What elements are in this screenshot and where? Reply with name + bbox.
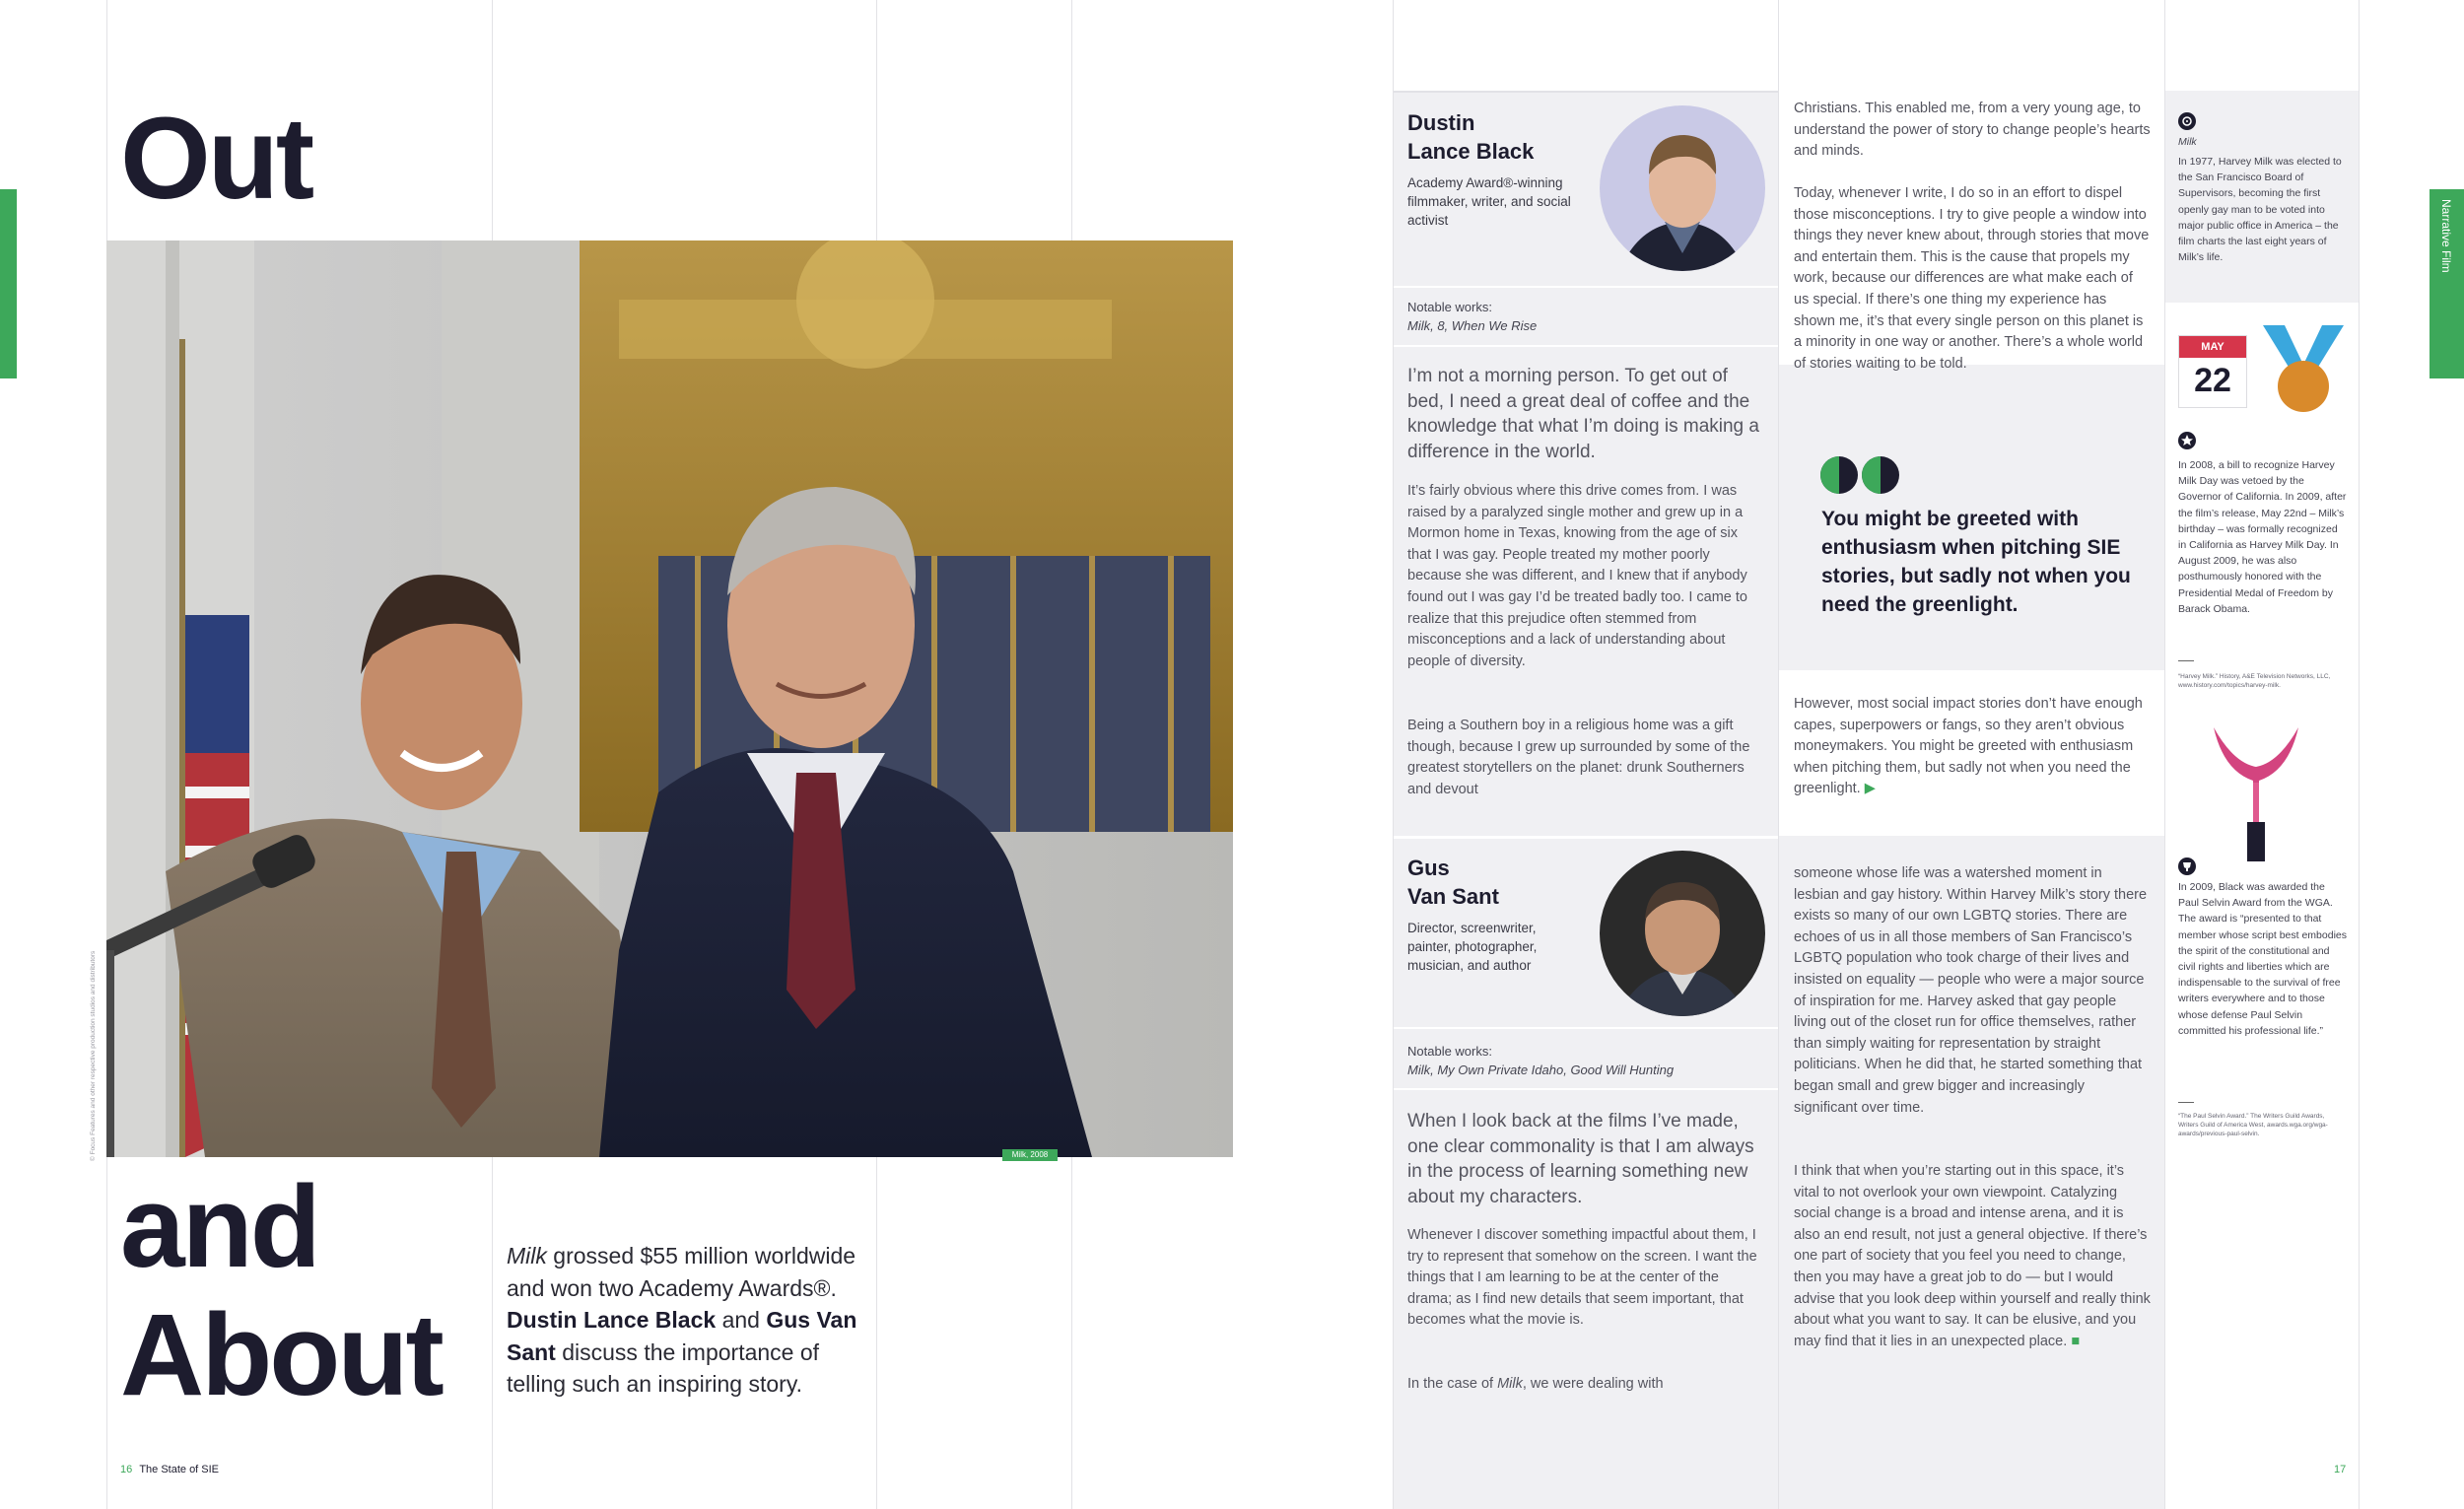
intro-text: grossed $55 million worldwide and won two Academy Awards®.	[507, 1243, 856, 1301]
body-text: In the case of	[1407, 1376, 1498, 1392]
grid-line	[2359, 0, 2360, 1509]
section-tab-label: Narrative Film	[2439, 199, 2453, 273]
end-square-icon: ■	[2071, 1333, 2081, 1349]
award-statuette-icon	[2214, 727, 2298, 861]
intro-paragraph	[507, 1240, 873, 1401]
body-paragraph	[1794, 1161, 2151, 1352]
star-badge-icon	[2178, 432, 2196, 449]
sidebar-film-title: Milk	[2178, 136, 2197, 148]
right-page-number: 17	[2334, 1464, 2347, 1475]
body-paragraph	[1407, 1374, 1764, 1396]
profile-first-name: Gus	[1407, 856, 1450, 880]
left-folio-title: The State of SIE	[139, 1464, 220, 1475]
title-and: and	[120, 1162, 318, 1292]
notable-label: Notable works:	[1407, 300, 1492, 314]
calendar-month: MAY	[2179, 336, 2246, 358]
pull-quote: You might be greeted with enthusiasm when pitching SIE stories, but sadly not when you need the greenlight.	[1821, 508, 2131, 616]
portrait-black	[1600, 105, 1765, 271]
profile-role-black: Academy Award®-winning filmmaker, writer, and social activist	[1407, 175, 1571, 228]
body-paragraph: Being a Southern boy in a religious home was a gift though, because I grew up surrounded by some of the greatest storytellers on the planet: drunk Southerners and devout	[1407, 718, 1750, 797]
left-page-number: 16	[120, 1464, 133, 1475]
source-rule	[2178, 1102, 2194, 1103]
intro-text: discuss the importance of telling such an inspiring story.	[507, 1338, 820, 1397]
body-paragraph: It’s fairly obvious where this drive comes from. I was raised by a paralyzed single mother and grew up in a Mormon home in Texas, knowing from the age of six that I was gay. People treated my mother poorly because she was different, and I knew that if anybody found out I was gay I’d be treated badly too. I came to realize that this prejudice often stemmed from misconceptions and a lack of understanding about people of diversity.	[1407, 483, 1747, 669]
notable-works-black	[1407, 298, 1537, 335]
divider	[1394, 286, 1778, 288]
notable-works-vansant	[1407, 1042, 1674, 1079]
top-rule	[1394, 91, 1778, 93]
film-reel-icon	[2178, 112, 2196, 130]
sidebar-award-source: “The Paul Selvin Award.” The Writers Guild Awards, Writers Guild of America West, awards.wga.org/wga-awards/previous-paul-selvin.	[2178, 1113, 2328, 1137]
body-text: I think that when you’re starting out in this space, it’s vital to not overlook your own viewpoint. Catalyzing social change is a broad and intense arena, and it is also an end result, not just a general objective. If there’s one part of society that you feel you need to change, then you may have a great job to do — but I would advise that you look deep within yourself and really think about what you want to say. It can be elusive, and you may find that it lies in an unexpected place.	[1794, 1163, 2151, 1349]
intro-film-title: Milk	[507, 1243, 547, 1269]
body-text: , we were dealing with	[1522, 1376, 1664, 1392]
portrait-vansant	[1600, 851, 1765, 1016]
sidebar-film-text: In 1977, Harvey Milk was elected to the San Francisco Board of Supervisors, becoming the first openly gay man to be voted into major public office in America – the film charts the last eight years of Milk’s life.	[2178, 156, 2342, 264]
source-rule	[2178, 660, 2194, 661]
divider	[1394, 1088, 1778, 1090]
body-text: However, most social impact stories don’t have enough capes, superpowers or fangs, so they aren’t obvious moneymakers. You might be greeted with enthusiasm when pitching them, but sadly not when you need the greenlight.	[1794, 696, 2143, 797]
divider	[1394, 836, 1778, 839]
body-paragraph: Today, whenever I write, I do so in an effort to dispel those misconceptions. I try to give people a window into things they never knew about, through stories that move and entertain them. This is the cause that propels my work, because our differences are what make each of us special. If there’s one thing my experience has shown me, it’s that every single person on this planet is a minority in one way or another. There’s a whole world of stories waiting to be told.	[1794, 185, 2150, 372]
lead-quote-black: I’m not a morning person. To get out of bed, I need a great deal of coffee and the knowledge that what I’m doing is making a difference in the world.	[1407, 366, 1759, 462]
calendar-day: 22	[2194, 362, 2231, 399]
notable-label: Notable works:	[1407, 1044, 1492, 1059]
body-paragraph: Christians. This enabled me, from a very young age, to understand the power of story to change people’s hearts and minds.	[1794, 101, 2151, 160]
film-title: Milk	[1497, 1376, 1523, 1392]
intro-name-black: Dustin Lance Black	[507, 1307, 717, 1333]
quote-marks-icon	[1819, 455, 1902, 495]
body-paragraph	[1794, 694, 2151, 800]
body-paragraph: Whenever I discover something impactful about them, I try to represent that somehow on the screen. I want the things that I am learning to be at the center of the drama; as I find new details that seem important, that becomes what the movie is.	[1407, 1227, 1757, 1329]
medal-icon	[2263, 325, 2344, 414]
body-paragraph: someone whose life was a watershed moment in lesbian and gay history. Within Harvey Milk’s story there exists so many of our own LGBTQ stories. There are echoes of us in all those members of San Francisco’s LGBTQ population who took charge of their lives and insisted on equality — people who were a major source of inspiration for me. Harvey asked that gay people living out of the closet run for office themselves, rather than simply waiting for representation by straight politicians. When he did that, he started something that began small and grew bigger and increasingly significant over time.	[1794, 865, 2148, 1116]
sidebar-award-text: In 2009, Black was awarded the Paul Selvin Award from the WGA. The award is “presented to that member whose script best embodies the spirit of the constitutional and civil rights and liberties which are indispensable to the survival of free writers everywhere and to those whose defense Paul Selvin committed his professional life.”	[2178, 881, 2347, 1037]
film-still-photo	[106, 240, 1233, 1157]
profile-role-vansant: Director, screenwriter, painter, photographer, musician, and author	[1407, 921, 1538, 973]
trophy-badge-icon	[2178, 857, 2196, 875]
left-folio	[120, 1464, 219, 1475]
profile-last-name: Lance Black	[1407, 139, 1535, 164]
play-triangle-icon: ▶	[1864, 781, 1876, 797]
title-about: About	[120, 1290, 442, 1420]
section-tab	[2430, 189, 2464, 378]
sidebar-day-source: “Harvey Milk.” History, A&E Television Networks, LLC, www.history.com/topics/harvey-milk.	[2178, 673, 2331, 689]
intro-text: and	[716, 1307, 767, 1333]
intro-name-vansant: Gus Van Sant	[507, 1307, 857, 1365]
photo-credit: © Focus Features and other respective production studios and distributors	[90, 950, 97, 1161]
calendar-icon	[2178, 335, 2247, 408]
divider	[1394, 1027, 1778, 1029]
divider	[1394, 345, 1778, 347]
title-out: Out	[120, 94, 312, 224]
left-edge-tab	[0, 189, 17, 378]
notable-works-list: Milk, 8, When We Rise	[1407, 318, 1538, 333]
photo-caption: Milk, 2008	[1002, 1149, 1058, 1161]
profile-last-name: Van Sant	[1407, 884, 1499, 909]
notable-works-list: Milk, My Own Private Idaho, Good Will Hunting	[1407, 1063, 1675, 1077]
lead-quote-vansant: When I look back at the films I’ve made, one clear commonality is that I am always in the process of learning something new about my characters.	[1407, 1111, 1754, 1207]
profile-name-vansant	[1407, 854, 1499, 911]
profile-first-name: Dustin	[1407, 110, 1475, 135]
profile-name-black	[1407, 108, 1534, 166]
sidebar-day-text: In 2008, a bill to recognize Harvey Milk Day was vetoed by the Governor of California. In 2009, after the film’s release, May 22nd – Milk’s birthday – was formally recognized in California as Harvey Milk Day. In August 2009, he was also posthumously honored with the Presidential Medal of Freedom by Barack Obama.	[2178, 459, 2347, 615]
